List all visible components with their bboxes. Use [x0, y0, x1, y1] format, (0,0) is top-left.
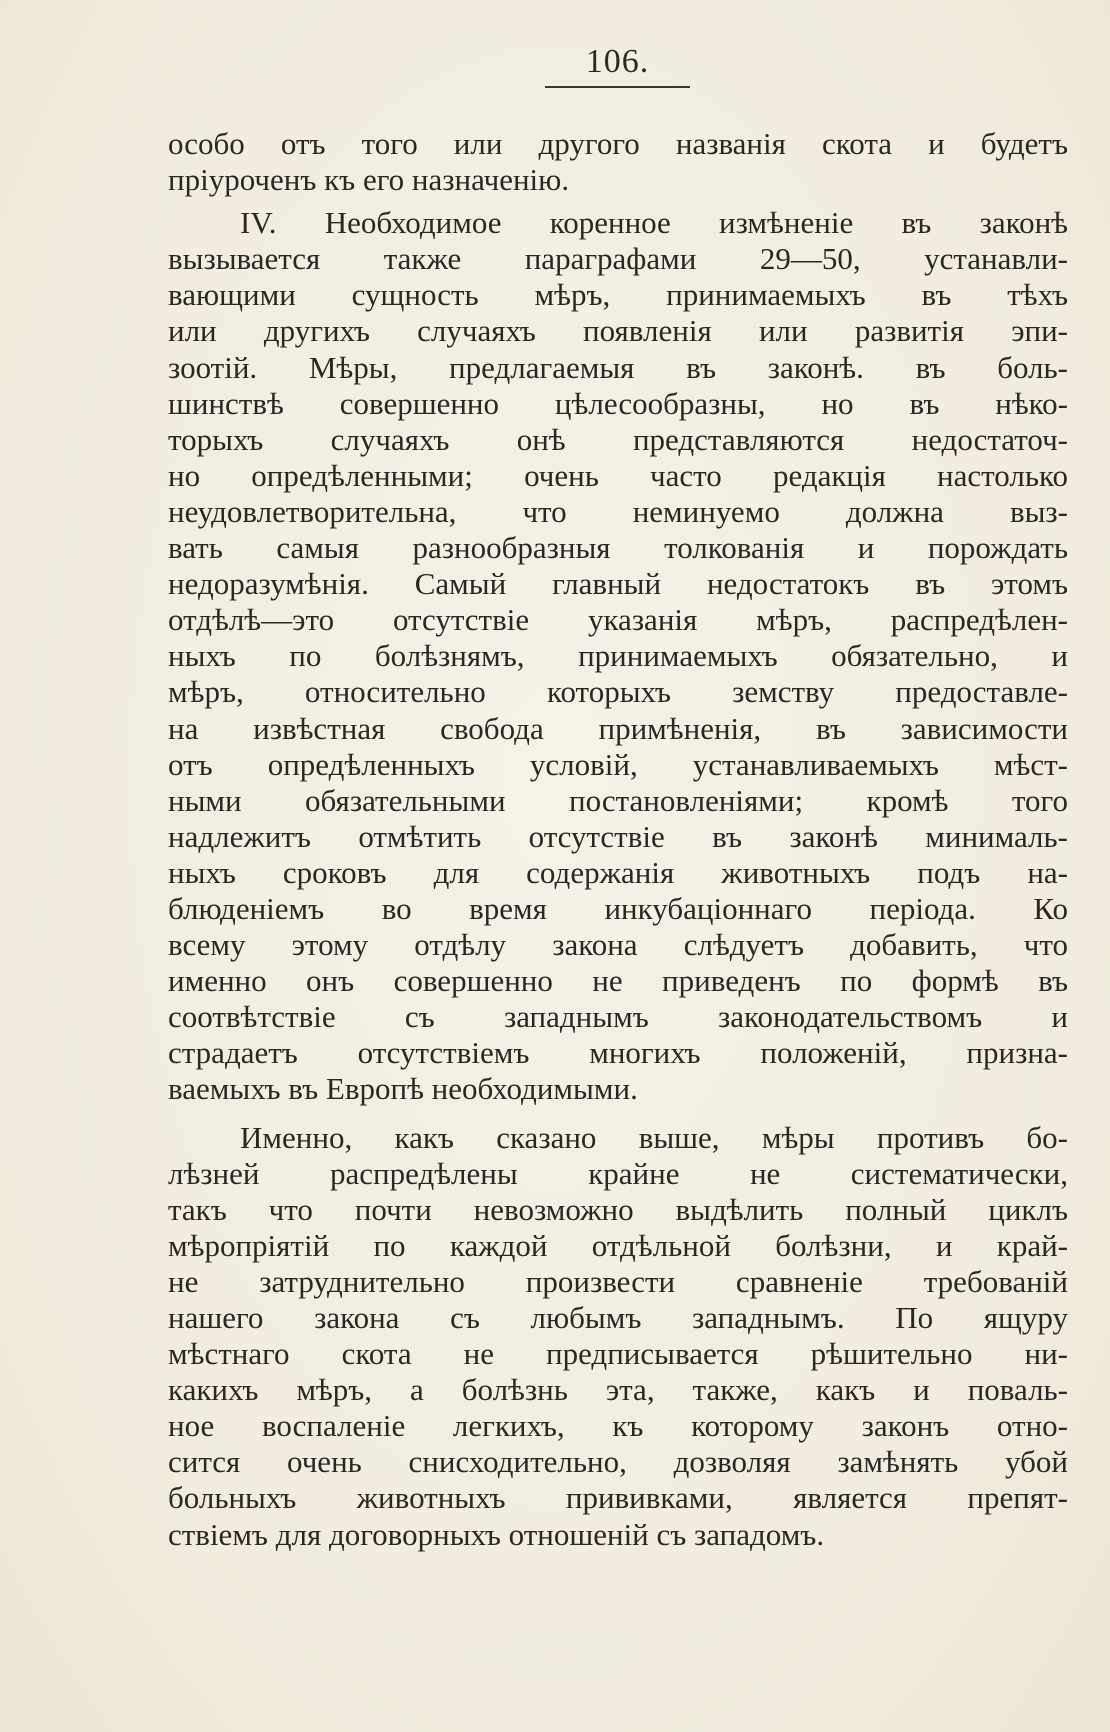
text-line: недоразумѣнія. Самый главный недостатокъ въ этомъ [168, 566, 1068, 602]
page-number-rule [545, 86, 690, 88]
text-line: какихъ мѣръ, а болѣзнь эта, также, какъ и поваль- [168, 1372, 1068, 1408]
text-line: шинствѣ совершенно цѣлесообразны, но въ нѣко- [168, 385, 1068, 421]
text-line: Именно, какъ сказано выше, мѣры противъ бо- [240, 1119, 1068, 1155]
text-line: но опредѣленными; очень часто редакція настолько [168, 457, 1068, 493]
text-line: ное воспаленіе легкихъ, къ которому законъ отно- [168, 1408, 1068, 1444]
page-number: 106. [585, 43, 650, 80]
text-line: ваемыхъ въ Европѣ необходимыми. [168, 1071, 638, 1107]
text-line: мѣръ, относительно которыхъ земству предоставле- [168, 674, 1068, 710]
page-header [545, 42, 690, 88]
text-line: страдаетъ отсутствіемъ многихъ положеній, призна- [168, 1035, 1068, 1071]
text-line: мѣропріятій по каждой отдѣльной болѣзни, и край- [168, 1227, 1068, 1263]
text-line: всему этому отдѣлу закона слѣдуетъ добавить, что [168, 927, 1068, 963]
paragraph-1 [168, 126, 1068, 198]
text-line: отъ опредѣленныхъ условій, устанавливаемыхъ мѣст- [168, 746, 1068, 782]
text-line: вать самыя разнообразныя толкованія и порождать [168, 530, 1068, 566]
paragraph-3 [168, 1120, 1068, 1553]
text-line: ными обязательными постановленіями; кромѣ того [168, 782, 1068, 818]
text-line: на извѣстная свобода примѣненія, въ зависимости [168, 710, 1068, 746]
text-line: надлежитъ отмѣтить отсутствіе въ законѣ минималь- [168, 818, 1068, 854]
body-text [168, 126, 1068, 1553]
text-line: нашего закона съ любымъ западнымъ. По ящуру [168, 1300, 1068, 1335]
text-line: ныхъ по болѣзнямъ, принимаемыхъ обязательно, и [168, 638, 1068, 674]
text-line: вызывается также параграфами 29—50, устанавли- [168, 241, 1068, 277]
text-line: ствіемъ для договорныхъ отношеній съ западомъ. [168, 1516, 825, 1552]
text-line: вающими сущность мѣръ, принимаемыхъ въ тѣхъ [168, 277, 1068, 313]
text-line: IV. Необходимое коренное измѣненіе въ законѣ [240, 205, 1068, 241]
paragraph-2 [168, 205, 1068, 1107]
paragraph-gap [168, 1108, 1068, 1120]
text-line: особо отъ того или другого названія скота и будетъ [168, 126, 1068, 161]
text-line: не затруднительно произвести сравненіе требованій [168, 1263, 1068, 1299]
text-line: лѣзней распредѣлены крайне не систематически, [168, 1155, 1068, 1191]
text-line: неудовлетворительна, что неминуемо должна выз- [168, 493, 1068, 529]
text-line: отдѣлѣ—это отсутствіе указанія мѣръ, распредѣлен- [168, 602, 1068, 638]
paragraph-gap [168, 198, 1068, 205]
text-line: блюденіемъ во время инкубаціоннаго періода. Ко [168, 890, 1068, 926]
text-line: соотвѣтствіе съ западнымъ законодательствомъ и [168, 999, 1068, 1035]
text-line: именно онъ совершенно не приведенъ по формѣ въ [168, 963, 1068, 999]
text-line: пріуроченъ къ его назначенію. [168, 162, 570, 198]
text-line: зоотій. Мѣры, предлагаемыя въ законѣ. въ боль- [168, 349, 1068, 385]
text-line: или другихъ случаяхъ появленія или развитія эпи- [168, 313, 1068, 349]
text-line: больныхъ животныхъ прививками, является препят- [168, 1480, 1068, 1516]
text-line: мѣстнаго скота не предписывается рѣшительно ни- [168, 1336, 1068, 1372]
text-line: сится очень снисходительно, дозволяя замѣнять убой [168, 1444, 1068, 1480]
text-line: торыхъ случаяхъ онѣ представляются недостаточ- [168, 421, 1068, 457]
text-line: такъ что почти невозможно выдѣлить полный циклъ [168, 1191, 1068, 1227]
text-line: ныхъ сроковъ для содержанія животныхъ подъ на- [168, 854, 1068, 890]
